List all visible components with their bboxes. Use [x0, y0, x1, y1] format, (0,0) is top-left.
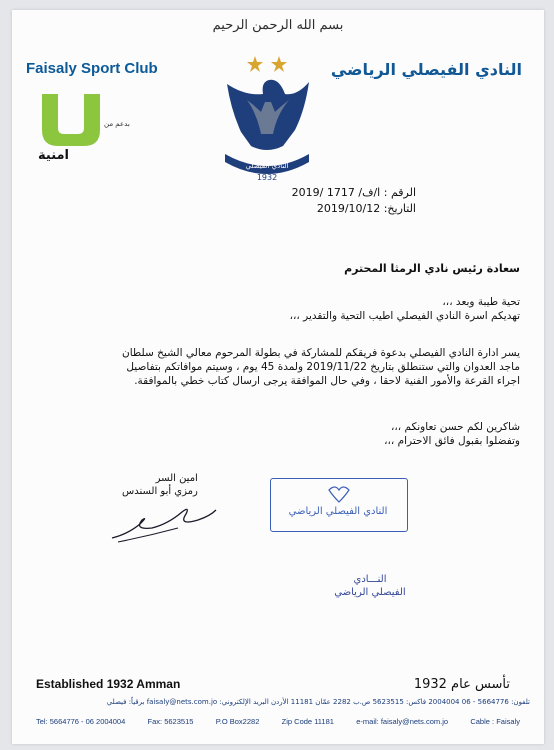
club-name-ar: النادي الفيصلي الرياضي — [330, 60, 522, 79]
signature-label — [122, 472, 198, 498]
footer-zip: Zip Code 11181 — [281, 717, 334, 726]
letter-page — [12, 10, 544, 744]
closing-block — [220, 420, 520, 448]
contact-info-ar: تلفون: 5664776 - 06 2004004 فاكس: 5623515 ص.ب 2282 عمّان 11181 الأردن البريد الإلكتروني: faisaly@nets.com.jo برقياً: فيصلي — [106, 698, 530, 706]
greeting-line-2: تهديكم اسرة النادي الفيصلي اطيب التحية والتقدير ،،، — [289, 310, 520, 322]
star-icon — [247, 56, 263, 72]
footer-tel: Tel: 5664776 - 06 2004004 — [36, 717, 126, 726]
thanks-line: شاكرين لكم حسن تعاونكم ،،، — [390, 421, 520, 433]
stamp-2-line-2: الفيصلي الرياضي — [334, 587, 406, 598]
star-icon — [271, 56, 287, 72]
handwritten-signature — [108, 498, 220, 546]
recipient-line: سعادة رئيس نادي الرمثا المحترم — [344, 262, 520, 275]
signature-name: رمزي أبو السندس — [122, 486, 198, 497]
club-stamp-1 — [270, 478, 408, 532]
stamp-2-line-1: النـــادي — [353, 574, 387, 585]
crest-text: النادي الفيصلي — [245, 162, 289, 170]
footer-cable: Cable : Faisaly — [470, 717, 520, 726]
reference-block — [292, 185, 416, 217]
club-stamp-2 — [324, 573, 416, 599]
club-name-en: Faisaly Sport Club — [26, 60, 158, 77]
established-en: Established 1932 Amman — [36, 677, 181, 691]
footer-pobox: P.O Box2282 — [215, 717, 260, 726]
stamp-1-text: النادي الفيصلي الرياضي — [288, 506, 388, 517]
reference-number: الرقم : ا/ف/ 1717 /2019 — [291, 186, 416, 199]
greeting-block — [190, 295, 520, 323]
contact-info-en — [36, 717, 520, 726]
bismillah: بسم الله الرحمن الرحيم — [212, 18, 344, 33]
established-ar: تأسس عام 1932 — [413, 677, 510, 692]
closing-line: وتفضلوا بقبول فائق الاحترام ،،، — [384, 435, 520, 447]
eagle-icon — [327, 482, 351, 504]
greeting-line-1: تحية طيبة وبعد ،،، — [442, 296, 520, 308]
sponsor-name: امنية — [38, 148, 70, 163]
reference-date: التاريخ: 2019/10/12 — [316, 202, 416, 215]
letter-paragraph: يسر ادارة النادي الفيصلي بدعوة فريقكم للمشاركة في بطولة المرحوم معالي الشيخ سلطان ماجد العدوان والتي ستنطلق بتاريخ 2019/11/22 ولمدة 45 يوم ، وسيتم موافاتكم بتفاصيل اجراء القرعة والأمور الفنية لاحقا ، وفي حال الموافقة يرجى ارسال كتاب خطي بالموافقة. — [121, 347, 520, 387]
signature-title: امين السر — [155, 473, 198, 484]
footer-email: e-mail: faisaly@nets.com.jo — [356, 717, 449, 726]
crest-year: 1932 — [256, 173, 278, 182]
club-crest-logo — [217, 50, 317, 184]
footer-fax: Fax: 5623515 — [147, 717, 194, 726]
sponsor-support-label: بدعم من — [104, 120, 130, 128]
